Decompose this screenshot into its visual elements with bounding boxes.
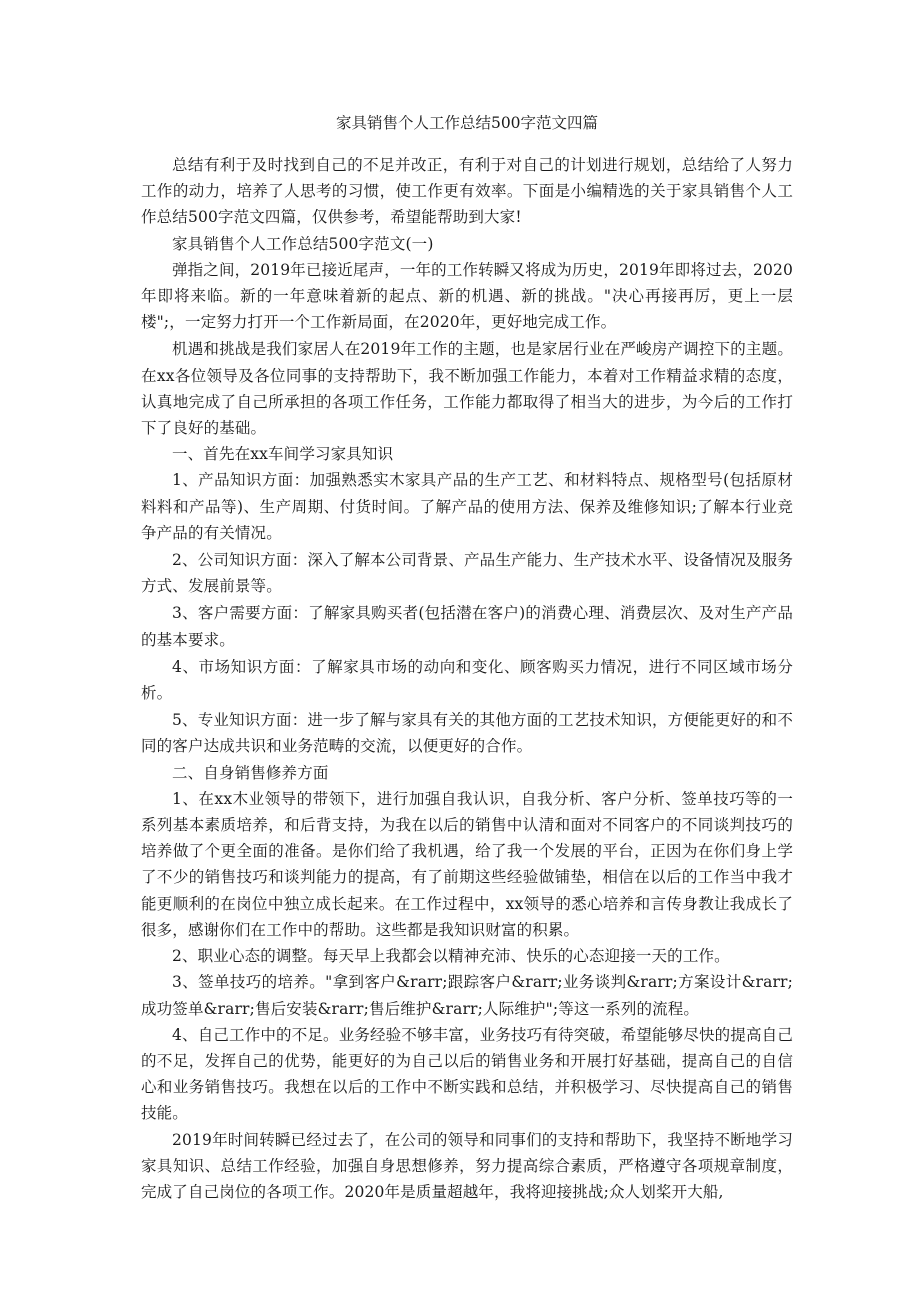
subsection-heading: 一、首先在xx车间学习家具知识 <box>172 445 394 464</box>
list-item: 4、自己工作中的不足。业务经验不够丰富，业务技巧有待突破，希望能够尽快的提高自己的不足，发挥自己的优势，能更好的为自己以后的销售业务和开展打好基础，提高自己的自信心和业务销售技巧。我想在以后的工作中不断实践和总结，并积极学习、尽快提高自己的销售技能。 <box>141 1025 793 1123</box>
section-heading: 家具销售个人工作总结500字范文(一) <box>172 234 434 253</box>
body-paragraph: 弹指之间，2019年已接近尾声，一年的工作转瞬又将成为历史，2019年即将过去，2020年即将来临。新的一年意味着新的起点、新的机遇、新的挑战。"决心再接再厉，更上一层楼";，一定努力打开一个工作新局面，在2020年，更好地完成工作。 <box>141 260 793 332</box>
list-item: 5、专业知识方面：进一步了解与家具有关的其他方面的工艺技术知识，方便能更好的和不同的客户达成共识和业务范畴的交流，以便更好的合作。 <box>141 711 793 756</box>
document-page <box>141 110 793 1205</box>
list-item: 1、产品知识方面：加强熟悉实木家具产品的生产工艺、和材料特点、规格型号(包括原材料料和产品等)、生产周期、付货时间。了解产品的使用方法、保养及维修知识;了解本行业竞争产品的有关情况。 <box>141 471 793 542</box>
list-item: 1、在xx木业领导的带领下，进行加强自我认识，自我分析、客户分析、签单技巧等的一系列基本素质培养，和后背支持，为我在以后的销售中认清和面对不同客户的不同谈判技巧的培养做了个更全面的准备。是你们给了我机遇，给了我一个发展的平台，正因为在你们身上学了不少的销售技巧和谈判能力的提高，有了前期这些经验做铺垫，相信在以后的工作当中我才能更顺利的在岗位中独立成长起来。在工作过程中，xx领导的悉心培养和言传身教让我成长了很多，感谢你们在工作中的帮助。这些都是我知识财富的积累。 <box>141 789 793 939</box>
intro-paragraph: 总结有利于及时找到自己的不足并改正，有利于对自己的计划进行规划，总结给了人努力工作的动力，培养了人思考的习惯，使工作更有效率。下面是小编精选的关于家具销售个人工作总结500字范文四篇，仅供参考，希望能帮助到大家! <box>141 156 793 227</box>
closing-paragraph: 2019年时间转瞬已经过去了，在公司的领导和同事们的支持和帮助下，我坚持不断地学习家具知识、总结工作经验，加强自身思想修养，努力提高综合素质，严格遵守各项规章制度，完成了自己岗位的各项工作。2020年是质量超越年，我将迎接挑战;众人划桨开大船, <box>141 1130 793 1201</box>
document-title: 家具销售个人工作总结500字范文四篇 <box>335 114 599 132</box>
list-item: 3、签单技巧的培养。"拿到客户&rarr;跟踪客户&rarr;业务谈判&rarr;方案设计&rarr;成功签单&rarr;售后安装&rarr;售后维护&rarr;人际维护";等这一系列的流程。 <box>141 973 793 1018</box>
list-item: 4、市场知识方面：了解家具市场的动向和变化、顾客购买力情况，进行不同区域市场分析。 <box>141 657 793 703</box>
subsection-heading: 二、自身销售修养方面 <box>172 763 329 782</box>
body-paragraph: 机遇和挑战是我们家居人在2019年工作的主题，也是家居行业在严峻房产调控下的主题。在xx各位领导及各位同事的支持帮助下，我不断加强工作能力，本着对工作精益求精的态度，认真地完成了自己所承担的各项工作任务，工作能力都取得了相当大的进步，为今后的工作打下了良好的基础。 <box>141 340 793 438</box>
list-item: 3、客户需要方面：了解家具购买者(包括潜在客户)的消费心理、消费层次、及对生产产品的基本要求。 <box>141 604 793 649</box>
list-item: 2、公司知识方面：深入了解本公司背景、产品生产能力、生产技术水平、设备情况及服务方式、发展前景等。 <box>141 551 793 596</box>
list-item: 2、职业心态的调整。每天早上我都会以精神充沛、快乐的心态迎接一天的工作。 <box>172 947 730 966</box>
